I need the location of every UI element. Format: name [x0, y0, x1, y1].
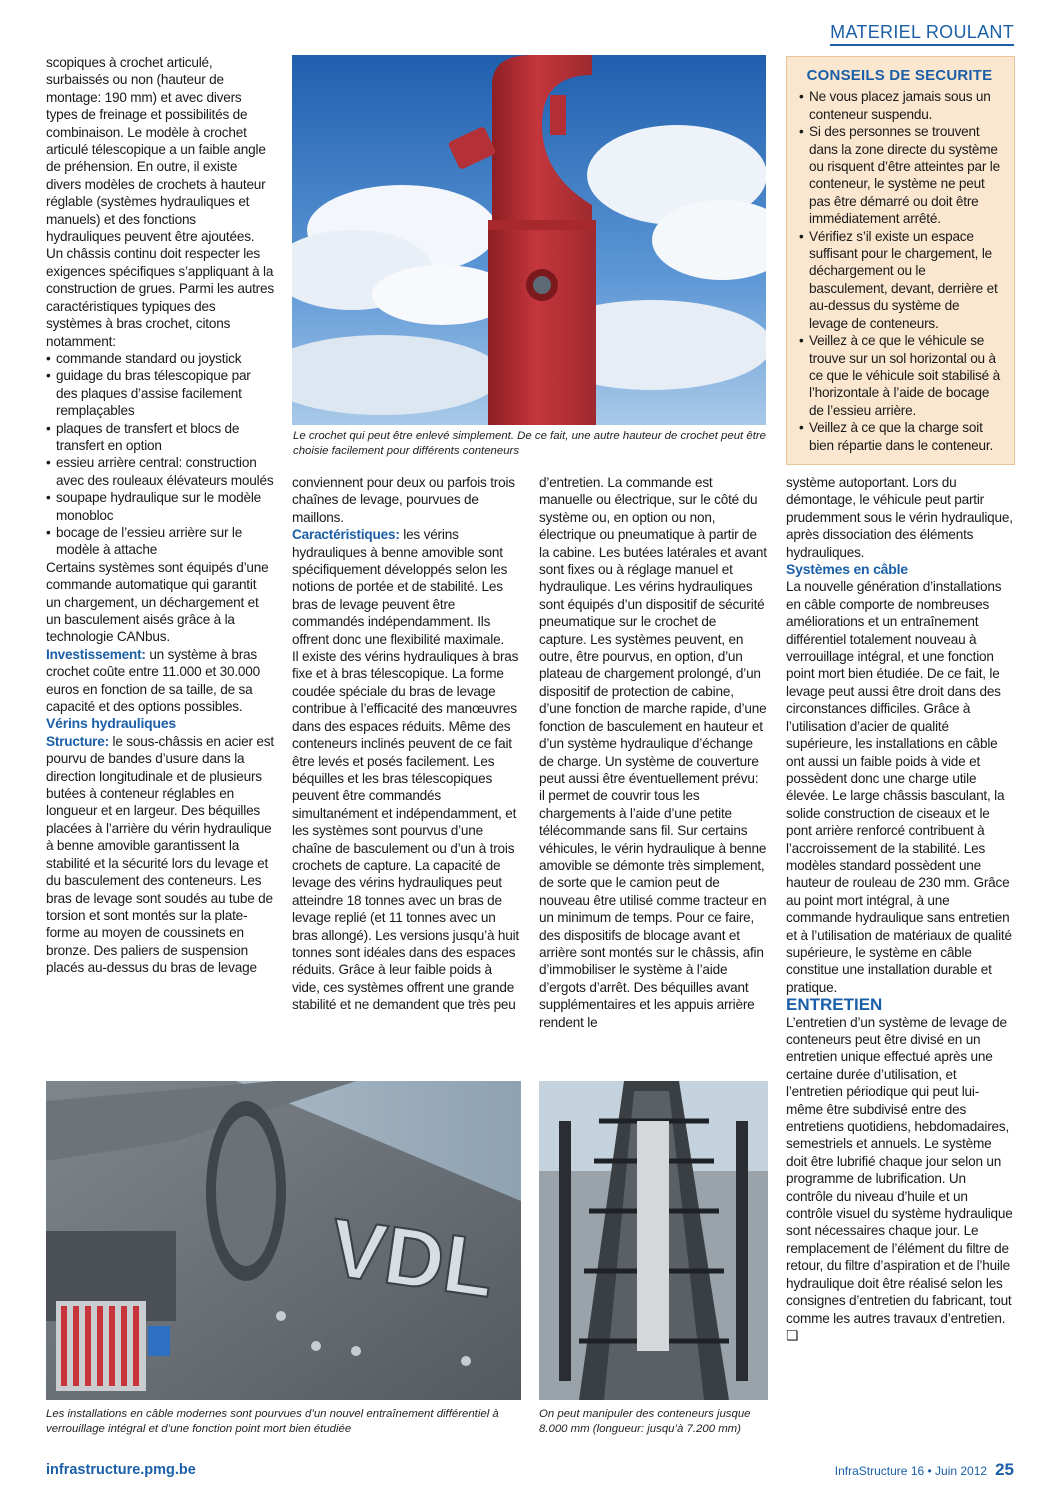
column-1: [46, 54, 274, 977]
list-item: • commande standard ou joystick: [46, 350, 274, 367]
invest-label: Investissement:: [46, 646, 146, 662]
col2-p2: Il existe des vérins hydrauliques à bras fixe et à bras télescopique. La forme coudée spéciale du bras de levage contribue à l’efficacité des manœuvres dans des espaces réduits. Même des conteneurs inclinés peuvent de ce fait être levés et posés facilement. Les béquilles et les bras télescopiques peuvent être commandés simultanément et indépendamment, et les systèmes sont pourvus d’une chaîne de basculement ou d’un à trois crochets de capture. La capacité de levage des vérins hydrauliques peut atteindre 18 tonnes avec un bras de levage replié (et 11 tonnes avec un bras allongé). Les versions jusqu’à huit tonnes sont idéales dans des espaces réduits. Grâce à leur faible poids à vide, ces systèmes offrent une grande stabilité et ne demandent que très peu: [292, 649, 520, 1013]
caract-label: Caractéristiques:: [292, 527, 400, 543]
frame-photo-image: [539, 1081, 768, 1400]
col2-caract: [292, 526, 520, 648]
list-item: • Vérifiez s’il existe un espace suffisant pour le chargement, le déchargement ou le basculement, devant, derrière et au-dessus du système de levage de conteneurs.: [799, 228, 1000, 332]
col4-cable: La nouvelle génération d’installations en câble comporte de nombreuses améliorations et un entraînement différentiel totalement nouveau à verrouillage intégral, et une fonction point mort bien étudiée. De ce fait, le levage peut aussi être droit dans des circonstances difficiles. Grâce à l’utilisation d’acier de qualité supérieure, les installations en câble ont aussi un faible poids à vide et possèdent donc une charge utile élevée. Le large châssis basculant, la solide construction de ciseaux et le pont arrière renforcé contribuent à l’accroissement de la stabilité. Les modèles standard possèdent une hauteur de rouleau de 230 mm. Grâce au point mort intégral, à une commande hydraulique sans entretien et à l’utilisation de matériaux de qualité supérieure, le système en câble constitue une installation durable et pratique.: [786, 579, 1012, 995]
frame-caption: On peut manipuler des conteneurs jusque 8.000 mm (longueur: jusqu’à 7.200 mm): [539, 1408, 751, 1435]
footer-right: [835, 1460, 1014, 1480]
frame-photo: [539, 1081, 768, 1400]
heading-verins: Vérins hydrauliques: [46, 715, 177, 732]
heading-entretien: ENTRETIEN: [786, 995, 883, 1015]
safety-box: [786, 56, 1015, 465]
structure-label: Structure:: [46, 733, 109, 749]
list-item: • plaques de transfert et blocs de transfert en option: [46, 420, 274, 455]
safety-title: CONSEILS DE SECURITE: [806, 67, 993, 84]
heading-cable: Systèmes en câble: [786, 561, 908, 578]
list-item: • bocage de l’essieu arrière sur le modèle à attache: [46, 524, 274, 559]
list-item: • Veillez à ce que la charge soit bien répartie dans le conteneur.: [799, 419, 1000, 454]
list-item: • soupape hydraulique sur le modèle monobloc: [46, 489, 274, 524]
page-number: 25: [995, 1460, 1014, 1479]
section-label: MATERIEL ROULANT: [830, 22, 1014, 46]
invest-text: un système à bras crochet coûte entre 11.000 et 30.000 euros en fonction de sa taille, de sa capacité et des options possibles.: [46, 646, 260, 715]
col4-p1: système autoportant. Lors du démontage, le véhicule peut partir prudemment sous le vérin hydraulique, après dissociation des éléments hydrauliques.: [786, 475, 1013, 560]
list-item: • Si des personnes se trouvent dans la zone directe du système ou risquent d’être atteintes par le conteneur, le système ne peut pas être démarré ou doit être immédiatement arrêté.: [799, 123, 1000, 227]
column-2: [292, 474, 520, 1014]
vdl-photo-image: [46, 1081, 521, 1400]
safety-list: [799, 88, 1000, 454]
column-4: [786, 474, 1014, 1344]
hook-photo-image: [292, 55, 766, 425]
feature-list: [46, 350, 274, 559]
col1-invest: [46, 646, 274, 716]
list-item: • essieu arrière central: construction avec des rouleaux élévateurs moulés: [46, 454, 274, 489]
col1-intro: scopiques à crochet articulé, surbaissés ou non (hauteur de montage: 190 mm) et avec divers types de freinage et possibilités de combinaison. Le modèle à crochet articulé télescopique a un faible angle de préhension. En outre, il existe divers modèles de crochets à hauteur réglable (systèmes hydrauliques et manuels) et des fonctions hydrauliques peuvent être ajoutées. Un châssis continu doit respecter les exigences spécifiques s’appliquant à la construction de grues. Parmi les autres caractéristiques typiques des systèmes à bras crochet, citons notamment:: [46, 55, 274, 349]
hook-photo: [292, 55, 766, 425]
caract-text: les vérins hydrauliques à benne amovible sont spécifiquement développés selon les notions de portée et de stabilité. Les bras de levage peuvent être commandés indépendamment. Ils offrent donc une flexibilité maximale.: [292, 527, 508, 647]
list-item: • Ne vous placez jamais sous un conteneur suspendu.: [799, 88, 1000, 123]
col2-p1: conviennent pour deux ou parfois trois chaînes de levage, pourvues de maillons.: [292, 475, 515, 525]
list-item: • guidage du bras télescopique par des plaques d’assise facilement remplaçables: [46, 367, 274, 419]
hook-caption: Le crochet qui peut être enlevé simplement. De ce fait, une autre hauteur de crochet peut être choisie facilement pour différents conteneurs: [293, 430, 766, 457]
vdl-logo: VDL: [324, 1202, 500, 1316]
footer-issue: InfraStructure 16 • Juin 2012: [834, 1464, 988, 1478]
col4-entretien: [786, 1014, 1014, 1345]
vdl-photo: [46, 1081, 521, 1400]
vdl-caption: Les installations en câble modernes sont pourvues d’un nouvel entraînement différentiel à verrouillage intégral et d’une fonction point mort bien étudiée: [46, 1408, 499, 1435]
list-item: • Veillez à ce que le véhicule se trouve sur un sol horizontal ou à ce que le véhicule soit stabilisé à l’horizontale à l’aide de bocage de l’essieu arrière.: [799, 332, 1000, 419]
col1-structure: [46, 733, 274, 977]
col1-auto: Certains systèmes sont équipés d’une commande automatique qui garantit un chargement, un déchargement et un basculement aisés grâce à la technologie CANbus.: [46, 559, 269, 645]
entretien-text: L’entretien d’un système de levage de conteneurs peut être divisé en un entretien unique effectué après une certaine durée d’utilisation, et l’entretien périodique qui peut lui-même être subdivisé entre des entretiens quotidiens, hebdomadaires, semestriels et annuels. Le système doit être lubrifié chaque jour selon un programme de lubrification. Un contrôle du niveau d’huile et un contrôle visuel du système hydraulique sont nécessaires chaque jour. Le remplacement de l’élément du filtre de retour, du filtre d’aspiration et de l’huile hydraulique doit être réalisé selon les consignes d’entretien du fabricant, tout comme les autres travaux d’entretien.: [786, 1014, 1013, 1326]
structure-text: le sous-châssis en acier est pourvu de bandes d’usure dans la direction longitudinale et de plusieurs butées à conteneur réglables en longueur et en largeur. Des béquilles placées à l’arrière du vérin hydraulique à benne amovible garantissent la stabilité et la sécurité lors du levage et du basculement des conteneurs. Les bras de levage sont soudés au tube de torsion et sont montés sur la plate-forme au moyen de coussinets en bronze. Des paliers de suspension placés au-dessus du bras de levage: [46, 733, 274, 976]
col3-text: d’entretien. La commande est manuelle ou électrique, sur le côté du système ou, en option ou non, électrique ou pneumatique à partir de la cabine. Les butées latérales et avant sont fixes ou à réglage manuel et hydraulique. Les vérins hydrauliques sont équipés d’un dispositif de sécurité pneumatique sur le crochet de capture. Les systèmes peuvent, en outre, être pourvus, en option, d’un plateau de chargement prolongé, d’un dispositif de protection de cabine, d’une fonction de marche rapide, d’une fonction de basculement en hauteur et d’un système hydraulique d’échange de charge. Un système de couverture peut aussi être éventuellement prévu: il permet de couvrir tous les chargements à l’aide d’une petite télécommande sans fil. Sur certains véhicules, le vérin hydraulique à benne amovible se démonte très simplement, de sorte que le camion peut de nouveau être utilisé comme tracteur en un minimum de temps. Pour ce faire, des dispositifs de blocage avant et arrière sont montés sur le châssis, afin d’immobiliser le système à l’aide d’ergots d’arrêt. Des béquilles avant supplémentaires et les appuis arrière rendent le: [539, 475, 767, 1030]
end-mark-icon: ❏: [786, 1327, 798, 1343]
footer-url[interactable]: infrastructure.pmg.be: [46, 1462, 196, 1478]
column-3: [539, 474, 767, 1031]
